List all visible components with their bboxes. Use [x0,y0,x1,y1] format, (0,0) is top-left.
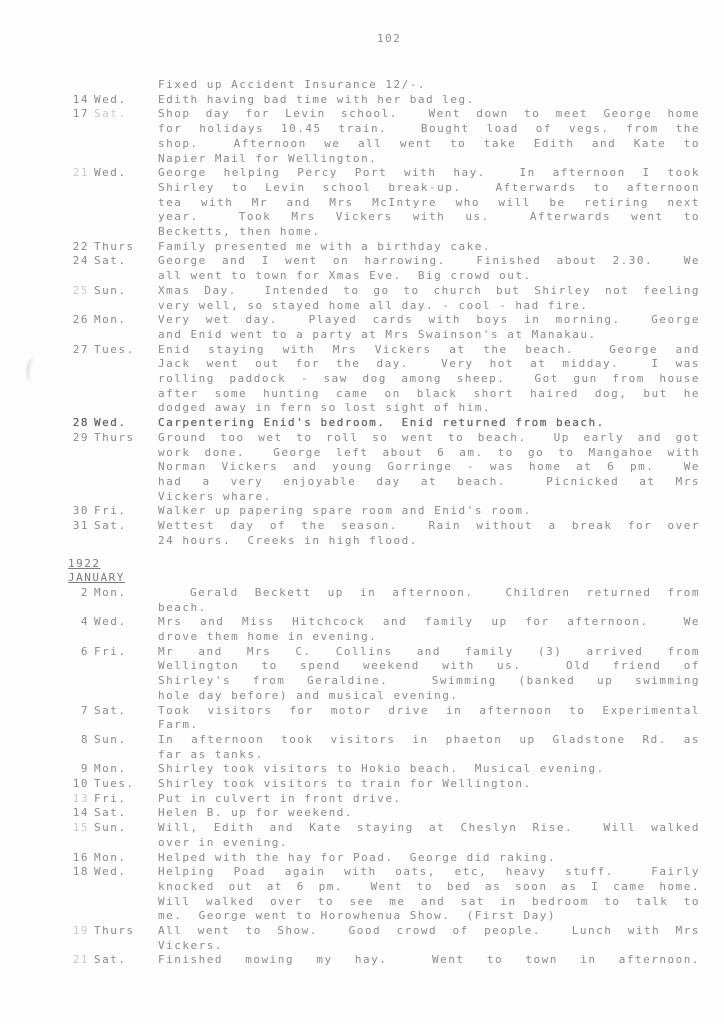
entry-day: Sun. [94,283,127,297]
diary-entry [68,431,700,505]
entry-date: 29 [72,430,89,444]
diary-entry [68,953,700,968]
entry-line: knocked out at 6 pm. Went to bed as soon as I came home. [158,879,700,893]
diary-entry [68,343,700,417]
month-heading: JANUARY [68,571,125,585]
entry-body [158,78,700,93]
diary-entry [68,865,700,924]
entry-body [158,645,700,704]
entry-body [158,806,700,821]
entry-line: Helping Poad again with oats, etc, heavy stuff. Fairly [158,865,700,879]
entry-day: Thurs [94,924,135,938]
entry-line: work done. George left about 6 am. to go to Mangahoe with [158,445,700,459]
entry-body [158,704,700,733]
entry-line: Put in culvert in front drive. [158,791,402,805]
entry-line: Very wet day. Played cards with boys in morning. George [158,313,700,327]
entry-day: Mon. [94,762,127,776]
entry-line: Enid staying with Mrs Vickers at the beach. George and [158,342,700,356]
entry-date: 26 [72,313,89,327]
entry-date: 6 [80,644,89,658]
diary-section [0,78,724,549]
entry-body [158,240,700,255]
entry-day: Sun. [94,732,127,746]
entry-date: 13 [72,791,89,805]
entry-line: very well, so stayed home all day. - cool - had fire. [158,298,589,312]
entry-date: 10 [72,777,89,791]
entry-line: Becketts, then home. [158,225,321,239]
diary-entry [68,851,700,866]
entry-line: hole day before) and musical evening. [158,688,459,702]
entry-line: Jack went out for the day. Very hot at midday. I was [158,357,700,371]
entry-day: Wed. [94,92,127,106]
entry-date: 16 [72,850,89,864]
entry-date: 24 [72,254,89,268]
entry-body [158,519,700,548]
diary-entry [68,762,700,777]
entry-day: Wed. [94,865,127,879]
entry-body [158,792,700,807]
entry-day: Mon. [94,850,127,864]
entry-body [158,953,700,968]
entry-line: year. Took Mrs Vickers with us. Afterwards went to [158,210,700,224]
diary-entry [68,254,700,283]
entry-body [158,851,700,866]
entry-line: for holidays 10.45 train. Bought load of vegs. from the [158,122,700,136]
diary-entry [68,313,700,342]
entry-date [68,78,89,93]
entry-line: rolling paddock - saw dog among sheep. Got gun from house [158,372,700,386]
entry-line: Mrs and Miss Hitchcock and family up for afternoon. We [158,615,700,629]
entry-line: Helen B. up for weekend. [158,806,353,820]
diary-entry [68,519,700,548]
entry-day: Sat. [94,254,127,268]
entry-line: had a very enjoyable day at beach. Picnicked at Mrs [158,474,700,488]
entry-line: 24 hours. Creeks in high flood. [158,533,418,547]
entry-day: Sat. [94,107,127,121]
entry-day: Thurs [94,239,135,253]
entry-line: far as tanks. [158,747,264,761]
diary-entries [0,78,724,968]
entry-day: Mon. [94,585,127,599]
entry-line: Vickers. [158,938,223,952]
entry-line: Napier Mail for Wellington. [158,151,378,165]
entry-line: Fixed up Accident Insurance 12/-. [158,78,427,91]
diary-entry [68,416,700,431]
entry-date: 22 [72,239,89,253]
entry-line: Shirley to Levin school break-up. Afterwards to afternoon [158,180,700,194]
entry-line: Walker up papering spare room and Enid's room. [158,504,532,518]
entry-line: Ground too wet to roll so went to beach. Up early and got [158,430,700,444]
entry-line: Took visitors for motor drive in afternoon to Experimental [158,703,700,717]
entry-date: 8 [80,732,89,746]
diary-entry [68,806,700,821]
entry-line: Mr and Mrs C. Collins and family (3) arrived from [158,644,700,658]
entry-day: Fri. [94,791,127,805]
entry-line: Vickers whare. [158,489,272,503]
entry-date: 21 [72,166,89,180]
entry-line: George and I went on harrowing. Finished about 2.30. We [158,254,700,268]
entry-date: 2 [80,585,89,599]
entry-line: over in evening. [158,835,288,849]
entry-line: me. George went to Horowhenua Show. (First Day) [158,909,557,923]
diary-entry [68,284,700,313]
entry-body [158,924,700,953]
entry-line: Shirley took visitors to Hokio beach. Musical evening. [158,762,605,776]
entry-body [158,504,700,519]
diary-entry [68,586,700,615]
entry-line: Helped with the hay for Poad. George did raking. [158,850,557,864]
diary-entry [68,733,700,762]
entry-line: Wettest day of the season. Rain without a break for over [158,519,700,533]
entry-date: 9 [80,762,89,776]
entry-line: drove them home in evening. [158,630,378,644]
entry-body [158,431,700,505]
entry-line: All went to Show. Good crowd of people. Lunch with Mrs [158,924,700,938]
entry-line: Gerald Beckett up in afternoon. Children returned from [158,585,700,599]
entry-line: Xmas Day. Intended to go to church but Shirley not feeling [158,283,700,297]
diary-entry [68,645,700,704]
entry-line: Will, Edith and Kate staying at Cheslyn Rise. Will walked [158,821,700,835]
entry-line: Carpentering Enid's bedroom. Enid returned from beach. [158,416,605,430]
entry-day: Sat. [94,519,127,533]
entry-day: Wed. [94,416,127,430]
entry-day: Mon. [94,313,127,327]
entry-date: 30 [72,504,89,518]
entry-line: Shirley took visitors to train for Wellington. [158,777,532,791]
entry-body [158,777,700,792]
entry-date: 25 [72,283,89,297]
entry-body [158,615,700,644]
entry-day: Sat. [94,703,127,717]
entry-date: 28 [72,416,89,430]
entry-date: 21 [72,953,89,967]
entry-line: dodged away in fern so lost sight of him. [158,401,492,415]
entry-body [158,762,700,777]
entry-line: Farm. [158,718,199,732]
entry-line: and Enid went to a party at Mrs Swainson's at Manakau. [158,327,597,341]
diary-entry [68,93,700,108]
entry-date: 7 [80,703,89,717]
entry-day [89,78,158,93]
entry-body [158,821,700,850]
diary-entry [68,107,700,166]
entry-date: 14 [72,806,89,820]
entry-line: after some hunting came on black short haired dog, but he [158,386,700,400]
diary-entry [68,792,700,807]
entry-body [158,865,700,924]
diary-entry [68,615,700,644]
entry-date: 17 [72,107,89,121]
entry-body [158,586,700,615]
entry-line: Will walked over to see me and sat in bedroom to talk to [158,894,700,908]
entry-line: Norman Vickers and young Gorringe - was home at 6 pm. We [158,460,700,474]
entry-line: Shirley's from Geraldine. Swimming (banked up swimming [158,674,700,688]
entry-line: Edith having bad time with her bad leg. [158,92,475,106]
entry-day: Tues. [94,777,135,791]
entry-body [158,107,700,166]
entry-line: In afternoon took visitors in phaeton up Gladstone Rd. as [158,732,700,746]
entry-line: George helping Percy Port with hay. In afternoon I took [158,166,700,180]
entry-day: Wed. [94,615,127,629]
entry-day: Tues. [94,342,135,356]
entry-day: Sat. [94,953,127,967]
entry-day: Wed. [94,166,127,180]
diary-entry [68,166,700,240]
entry-day: Fri. [94,504,127,518]
entry-body [158,284,700,313]
year-heading: 1922 [68,556,101,570]
entry-day: Fri. [94,644,127,658]
entry-date: 4 [80,615,89,629]
entry-day: Thurs [94,430,135,444]
entry-date: 27 [72,342,89,356]
entry-day: Sun. [94,821,127,835]
diary-section [0,557,724,969]
diary-entry [68,821,700,850]
entry-line: tea with Mr and Mrs McIntyre who will be retiring next [158,195,700,209]
entry-line: Shop day for Levin school. Went down to meet George home [158,107,700,121]
entry-line: all went to town for Xmas Eve. Big crowd out. [158,269,532,283]
diary-entry [68,924,700,953]
entry-date: 18 [72,865,89,879]
entry-line: Family presented me with a birthday cake. [158,239,492,253]
diary-entry [68,704,700,733]
diary-entry [68,240,700,255]
entry-day: Sat. [94,806,127,820]
entry-date: 15 [72,821,89,835]
entry-body [158,416,700,431]
entry-line: Finished mowing my hay. Went to town in afternoon. [158,953,700,967]
entry-date: 31 [72,519,89,533]
entry-body [158,313,700,342]
entry-date: 19 [72,924,89,938]
entry-line: beach. [158,600,207,614]
entry-line: shop. Afternoon we all went to take Edith and Kate to [158,136,700,150]
page-number: 102 [377,32,402,45]
diary-entry [68,504,700,519]
diary-entry [68,78,700,93]
entry-body [158,254,700,283]
entry-body [158,343,700,417]
entry-body [158,166,700,240]
entry-line: Wellington to spend weekend with us. Old friend of [158,659,700,673]
entry-body [158,93,700,108]
diary-entry [68,777,700,792]
entry-body [158,733,700,762]
entry-date: 14 [72,92,89,106]
